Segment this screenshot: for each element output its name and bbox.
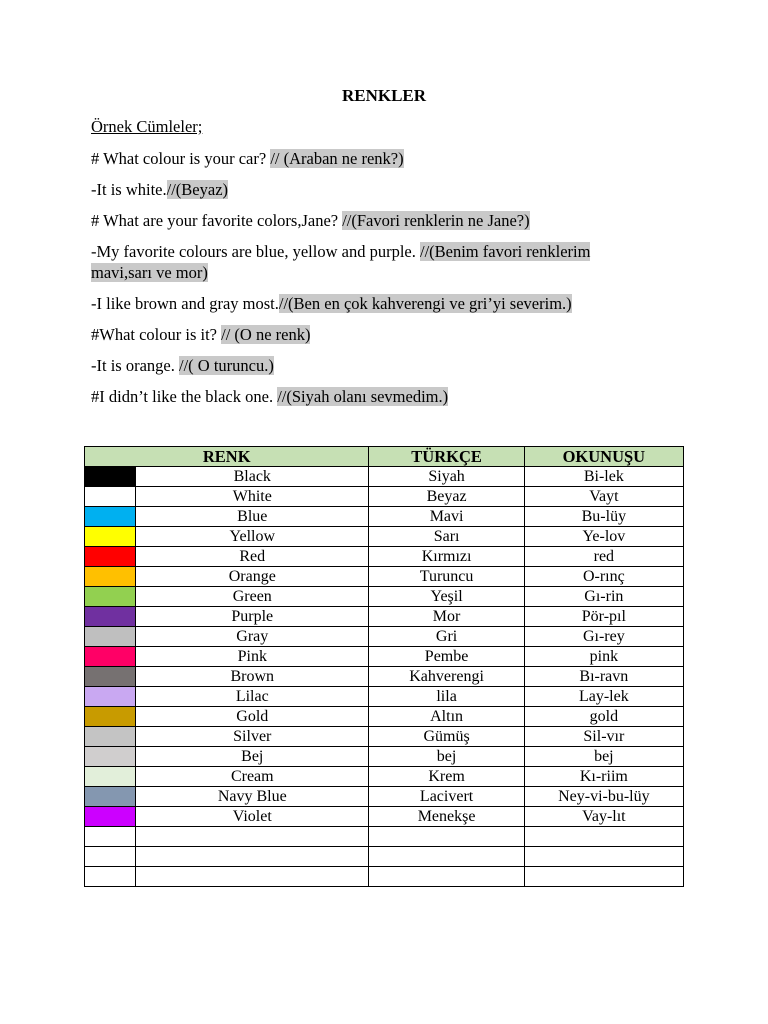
color-swatch — [85, 487, 136, 507]
color-pronunciation: Bı-ravn — [524, 667, 683, 687]
sentence — [91, 293, 651, 314]
sentence-text: -It is orange. — [91, 356, 179, 375]
color-swatch — [85, 507, 136, 527]
color-name — [136, 867, 369, 887]
sentence-translation: // (O ne renk) — [221, 325, 311, 344]
color-swatch — [85, 747, 136, 767]
sentence-translation: //(Beyaz) — [166, 180, 229, 199]
color-pronunciation: Vayt — [524, 487, 683, 507]
color-pronunciation: red — [524, 547, 683, 567]
color-pronunciation: bej — [524, 747, 683, 767]
sentence — [91, 148, 651, 169]
color-name: Orange — [136, 567, 369, 587]
color-turkish: Kırmızı — [369, 547, 524, 567]
color-name: Cream — [136, 767, 369, 787]
color-turkish: Turuncu — [369, 567, 524, 587]
color-name: Bej — [136, 747, 369, 767]
color-turkish: Siyah — [369, 467, 524, 487]
sentence-translation: // (Araban ne renk?) — [270, 149, 404, 168]
table-row — [85, 607, 684, 627]
sentence-translation: //(Siyah olanı sevmedim.) — [277, 387, 449, 406]
table-row — [85, 707, 684, 727]
color-swatch — [85, 727, 136, 747]
color-pronunciation — [524, 827, 683, 847]
color-turkish: Krem — [369, 767, 524, 787]
color-swatch — [85, 587, 136, 607]
color-swatch — [85, 567, 136, 587]
color-pronunciation — [524, 867, 683, 887]
color-turkish: Pembe — [369, 647, 524, 667]
sentence-text: -It is white. — [91, 180, 167, 199]
color-turkish: Sarı — [369, 527, 524, 547]
table-row — [85, 727, 684, 747]
color-name: Pink — [136, 647, 369, 667]
color-name: Brown — [136, 667, 369, 687]
color-swatch — [85, 627, 136, 647]
color-name: Red — [136, 547, 369, 567]
color-swatch — [85, 847, 136, 867]
color-turkish: Lacivert — [369, 787, 524, 807]
sentence — [91, 241, 651, 283]
color-pronunciation: Bu-lüy — [524, 507, 683, 527]
color-turkish: Menekşe — [369, 807, 524, 827]
table-row — [85, 847, 684, 867]
color-swatch — [85, 667, 136, 687]
color-pronunciation: Pör-pıl — [524, 607, 683, 627]
table-header-row — [85, 447, 684, 467]
table-row — [85, 587, 684, 607]
sentence-text: #I didn’t like the black one. — [91, 387, 278, 406]
color-swatch — [85, 547, 136, 567]
table-row — [85, 507, 684, 527]
color-turkish: Altın — [369, 707, 524, 727]
color-name: White — [136, 487, 369, 507]
table-row — [85, 827, 684, 847]
table-row — [85, 487, 684, 507]
color-turkish: bej — [369, 747, 524, 767]
table-row — [85, 807, 684, 827]
header-turkce: TÜRKÇE — [369, 447, 524, 467]
sentence-text: # What colour is your car? — [91, 149, 271, 168]
color-name: Black — [136, 467, 369, 487]
sentence — [91, 324, 651, 345]
sentence-translation: //(Ben en çok kahverengi ve gri’yi severim.) — [278, 294, 572, 313]
color-pronunciation: Sil-vır — [524, 727, 683, 747]
sentence-text: -My favorite colours are blue, yellow and purple. — [91, 242, 420, 261]
color-pronunciation: Gı-rin — [524, 587, 683, 607]
table-row — [85, 647, 684, 667]
color-name — [136, 827, 369, 847]
color-pronunciation: Vay-lıt — [524, 807, 683, 827]
color-name: Blue — [136, 507, 369, 527]
color-name: Yellow — [136, 527, 369, 547]
header-okunusu: OKUNUŞU — [524, 447, 683, 467]
color-swatch — [85, 647, 136, 667]
color-pronunciation: Kı-riim — [524, 767, 683, 787]
color-pronunciation: gold — [524, 707, 683, 727]
table-row — [85, 747, 684, 767]
table-row — [85, 467, 684, 487]
color-swatch — [85, 787, 136, 807]
color-name: Purple — [136, 607, 369, 627]
table-row — [85, 667, 684, 687]
color-turkish: Beyaz — [369, 487, 524, 507]
color-turkish: Mavi — [369, 507, 524, 527]
sentence-translation: //(Benim favori renklerim mavi,sarı ve mor) — [91, 242, 591, 282]
color-name: Gray — [136, 627, 369, 647]
color-swatch — [85, 807, 136, 827]
sentence-translation: //( O turuncu.) — [178, 356, 274, 375]
color-turkish: Gümüş — [369, 727, 524, 747]
table-row — [85, 867, 684, 887]
color-name: Gold — [136, 707, 369, 727]
color-swatch — [85, 687, 136, 707]
color-swatch — [85, 707, 136, 727]
color-pronunciation: Gı-rey — [524, 627, 683, 647]
sentence-text: -I like brown and gray most. — [91, 294, 279, 313]
color-name: Green — [136, 587, 369, 607]
color-pronunciation — [524, 847, 683, 867]
sentence — [91, 355, 651, 376]
sentence — [91, 386, 651, 407]
table-row — [85, 627, 684, 647]
color-pronunciation: Bi-lek — [524, 467, 683, 487]
color-name: Navy Blue — [136, 787, 369, 807]
table-row — [85, 527, 684, 547]
sentence-text: # What are your favorite colors,Jane? — [91, 211, 343, 230]
example-sentences — [91, 148, 651, 417]
table-row — [85, 547, 684, 567]
sentence — [91, 179, 651, 200]
color-swatch — [85, 867, 136, 887]
table-row — [85, 567, 684, 587]
header-renk: RENK — [85, 447, 369, 467]
table-row — [85, 787, 684, 807]
color-swatch — [85, 607, 136, 627]
subtitle: Örnek Cümleler; — [91, 117, 203, 136]
page-title: RENKLER — [341, 86, 427, 105]
color-pronunciation: Ney-vi-bu-lüy — [524, 787, 683, 807]
color-name: Silver — [136, 727, 369, 747]
table-row — [85, 687, 684, 707]
color-swatch — [85, 827, 136, 847]
color-turkish: Mor — [369, 607, 524, 627]
color-turkish: Yeşil — [369, 587, 524, 607]
sentence-text: #What colour is it? — [91, 325, 222, 344]
color-name: Violet — [136, 807, 369, 827]
color-swatch — [85, 527, 136, 547]
color-turkish: Gri — [369, 627, 524, 647]
color-pronunciation: pink — [524, 647, 683, 667]
color-turkish — [369, 827, 524, 847]
color-swatch — [85, 467, 136, 487]
sentence — [91, 210, 651, 231]
color-pronunciation: O-rınç — [524, 567, 683, 587]
color-pronunciation: Lay-lek — [524, 687, 683, 707]
sentence-translation: //(Favori renklerin ne Jane?) — [342, 211, 530, 230]
color-swatch — [85, 767, 136, 787]
color-turkish — [369, 847, 524, 867]
color-turkish: Kahverengi — [369, 667, 524, 687]
color-pronunciation: Ye-lov — [524, 527, 683, 547]
color-table — [84, 446, 684, 887]
color-turkish — [369, 867, 524, 887]
color-name — [136, 847, 369, 867]
table-row — [85, 767, 684, 787]
color-turkish: lila — [369, 687, 524, 707]
color-name: Lilac — [136, 687, 369, 707]
